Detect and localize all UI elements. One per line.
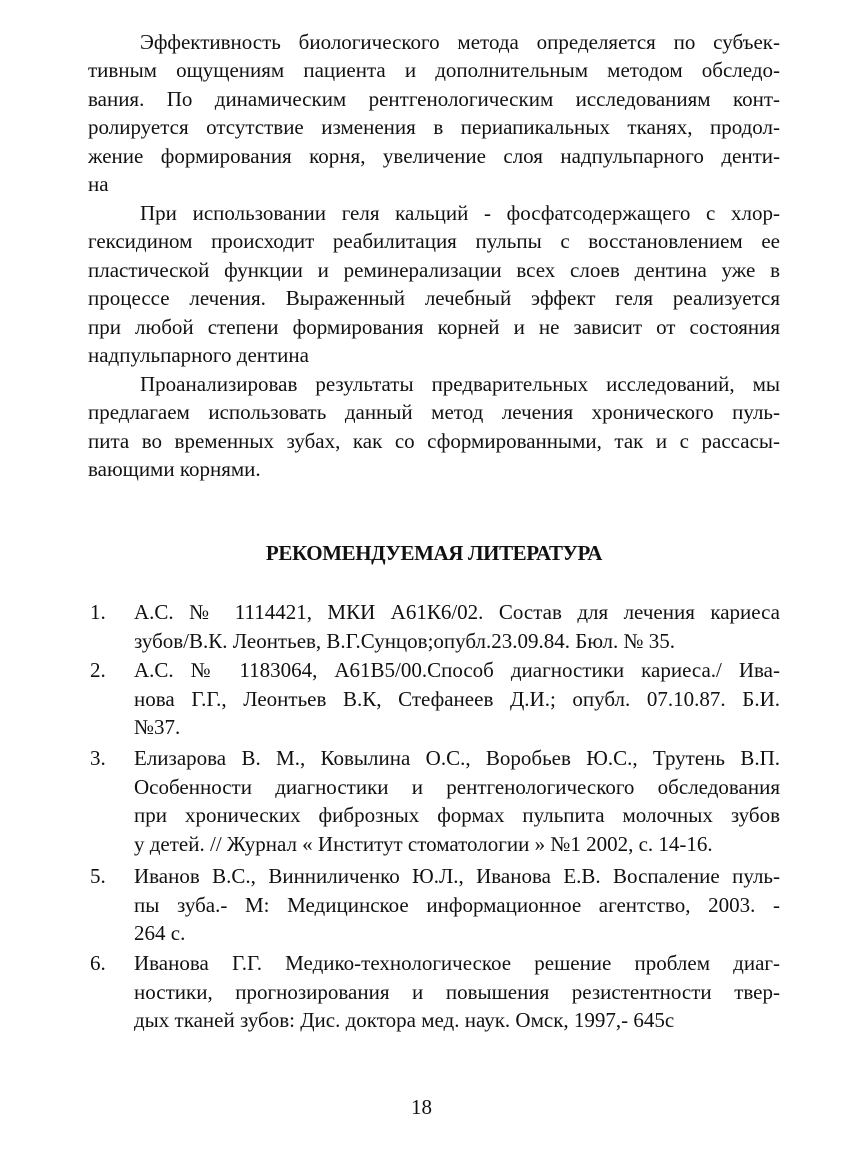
text-line: предлагаем использовать данный метод лечения хронического пуль- <box>88 400 780 425</box>
page-number: 18 <box>411 1095 432 1119</box>
reference-line: пы зуба.- М: Медицинское информационное агентство, 2003. - <box>134 892 780 917</box>
body-paragraph-2 <box>88 199 780 369</box>
reference-item <box>88 862 780 948</box>
reference-number: 2. <box>90 658 106 682</box>
text-line: Эффективность биологического метода определяется по субъек- <box>140 30 780 54</box>
reference-line: Елизарова В. М., Ковылина О.С., Воробьев Ю.С., Трутень В.П. <box>134 746 780 770</box>
text-line: При использовании геля кальций - фосфатсодержащего с хлор- <box>140 201 780 225</box>
reference-number: 1. <box>90 600 106 624</box>
text-line: тивным ощущениям пациента и дополнительным методом обследо- <box>88 58 780 83</box>
text-line: надпульпарного дентина <box>88 343 309 368</box>
reference-item <box>88 949 780 1035</box>
reference-item <box>88 598 780 655</box>
text-line: ролируется отсутствие изменения в периапикальных тканях, продол- <box>88 115 780 140</box>
reference-line: 264 с. <box>134 921 186 946</box>
reference-line: нова Г.Г., Леонтьев В.К, Стефанеев Д.И.; опубл. 07.10.87. Б.И. <box>134 686 780 711</box>
reference-line: у детей. // Журнал « Институт стоматологии » №1 2002, с. 14-16. <box>134 831 713 856</box>
reference-line: №37. <box>134 715 181 740</box>
text-line: Проанализировав результаты предварительных исследований, мы <box>140 372 780 396</box>
reference-line: А.С. № 1114421, МКИ А61К6/02. Состав для лечения кариеса <box>134 600 780 624</box>
reference-number: 5. <box>90 864 106 888</box>
reference-line: Особенности диагностики и рентгенологического обследования <box>134 774 780 799</box>
body-paragraph-3 <box>88 370 780 484</box>
text-line: вающими корнями. <box>88 457 261 482</box>
section-heading: РЕКОМЕНДУЕМАЯ ЛИТЕРАТУРА <box>265 541 603 565</box>
reference-number: 6. <box>90 951 106 975</box>
reference-line: А.С. № 1183064, А61В5/00.Способ диагностики кариеса./ Ива- <box>134 658 780 682</box>
reference-line: зубов/В.К. Леонтьев, В.Г.Сунцов;опубл.23.09.84. Бюл. № 35. <box>134 628 676 653</box>
reference-item <box>88 656 780 742</box>
reference-line: дых тканей зубов: Дис. доктора мед. наук. Омск, 1997,- 645с <box>134 1008 675 1033</box>
text-line: гексидином происходит реабилитация пульпы с восстановлением ее <box>88 229 780 254</box>
reference-item <box>88 744 780 858</box>
text-line: вания. По динамическим рентгенологическим исследованиям конт- <box>88 86 780 111</box>
text-line: пластической функции и реминерализации всех слоев дентина уже в <box>88 257 780 282</box>
reference-line: Иванова Г.Г. Медико-технологическое решение проблем диаг- <box>134 951 780 975</box>
reference-line: ностики, прогнозирования и повышения резистентности твер- <box>134 979 780 1004</box>
text-line: пита во временных зубах, как со сформированными, так и с рассасы- <box>88 428 780 453</box>
reference-line: при хронических фиброзных формах пульпита молочных зубов <box>134 803 780 828</box>
text-line: процессе лечения. Выраженный лечебный эффект геля реализуется <box>88 286 780 311</box>
body-paragraph-1 <box>88 28 780 198</box>
text-line: на <box>88 172 109 197</box>
reference-number: 3. <box>90 746 106 770</box>
text-line: жение формирования корня, увеличение слоя надпульпарного денти- <box>88 143 780 168</box>
reference-line: Иванов В.С., Винниличенко Ю.Л., Иванова Е.В. Воспаление пуль- <box>134 864 780 888</box>
text-line: при любой степени формирования корней и не зависит от состояния <box>88 314 780 339</box>
